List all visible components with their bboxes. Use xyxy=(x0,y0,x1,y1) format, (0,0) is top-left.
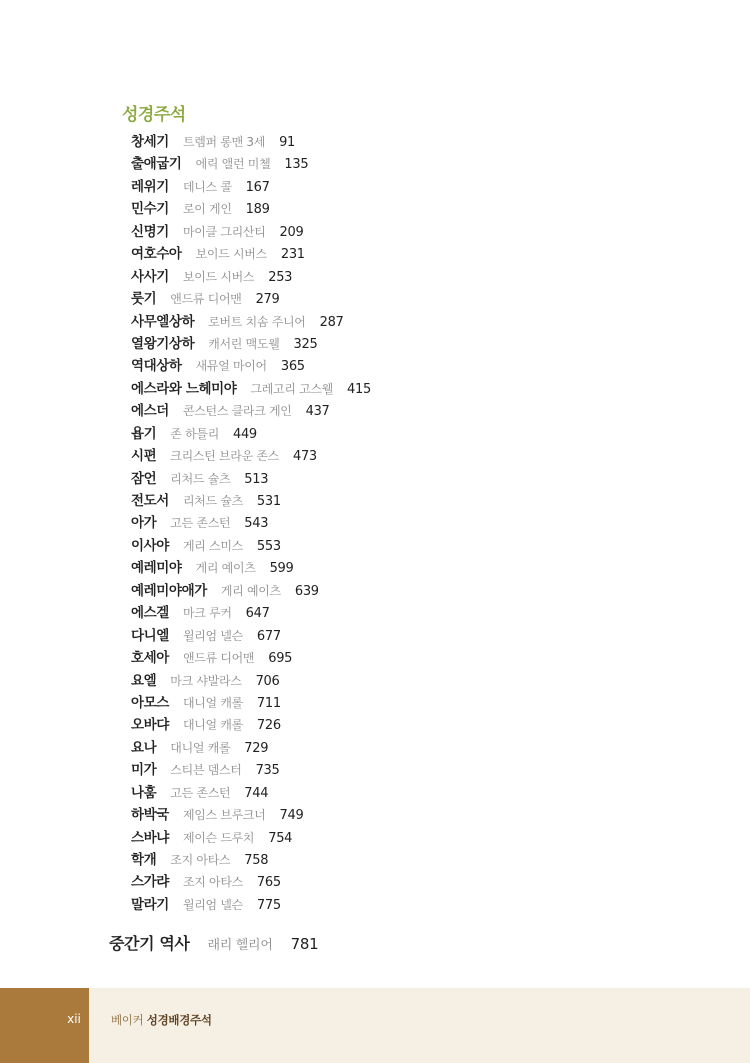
toc-book: 여호수아 xyxy=(131,246,182,263)
toc-author: 로이 게인 xyxy=(182,202,232,217)
toc-author: 마크 루커 xyxy=(182,606,232,621)
toc-entry[interactable] xyxy=(131,556,371,578)
footer-title: 성경배경주석 xyxy=(146,1013,212,1027)
toc-page: 415 xyxy=(347,381,371,397)
toc-entry[interactable] xyxy=(131,399,371,421)
toc-author: 마이클 그리산티 xyxy=(182,224,266,239)
toc-book: 잠언 xyxy=(131,470,157,487)
toc-entry[interactable] xyxy=(131,713,371,735)
toc-author: 트렘퍼 롱맨 3세 xyxy=(182,135,266,149)
toc-page: 765 xyxy=(256,875,281,891)
toc-book: 레위기 xyxy=(131,178,169,195)
toc-list xyxy=(131,130,371,915)
toc-book: 시편 xyxy=(131,448,157,465)
toc-entry[interactable] xyxy=(131,422,371,444)
toc-page: 189 xyxy=(245,202,270,218)
toc-entry[interactable] xyxy=(131,220,371,242)
toc-page: 706 xyxy=(255,673,280,689)
toc-book: 역대상하 xyxy=(131,358,182,375)
toc-entry[interactable] xyxy=(131,444,371,466)
toc-entry[interactable] xyxy=(131,265,371,287)
toc-final-page: 781 xyxy=(290,935,319,953)
section-title: 성경주석 xyxy=(122,105,186,125)
toc-author: 그레고리 고스웰 xyxy=(250,381,333,396)
toc-page: 209 xyxy=(279,224,304,240)
toc-author: 로버트 치솜 주니어 xyxy=(208,314,306,329)
toc-entry[interactable] xyxy=(131,870,371,892)
toc-book: 다니엘 xyxy=(131,627,169,644)
toc-author: 보이드 시버스 xyxy=(195,247,267,262)
toc-entry[interactable] xyxy=(131,803,371,825)
toc-page: 775 xyxy=(256,897,281,913)
toc-author: 제임스 브루크너 xyxy=(182,808,266,823)
toc-page: 449 xyxy=(232,426,257,442)
toc-author: 콘스턴스 클라크 게인 xyxy=(182,404,292,419)
toc-book: 사사기 xyxy=(131,268,169,285)
toc-book: 미가 xyxy=(131,762,157,779)
toc-page: 279 xyxy=(255,292,280,308)
toc-author: 존 하틀리 xyxy=(170,426,219,441)
toc-book: 열왕기상하 xyxy=(131,335,195,352)
toc-entry[interactable] xyxy=(131,669,371,691)
toc-page: 531 xyxy=(256,494,281,509)
toc-book: 이사야 xyxy=(131,537,169,554)
toc-book: 전도서 xyxy=(131,493,169,509)
toc-entry[interactable] xyxy=(131,758,371,780)
toc-entry[interactable] xyxy=(131,601,371,623)
toc-page: 513 xyxy=(244,471,269,487)
toc-entry[interactable] xyxy=(131,848,371,870)
toc-author: 리처드 슐츠 xyxy=(170,471,231,486)
toc-book: 스바냐 xyxy=(131,829,169,846)
footer-brand: 베이커 xyxy=(111,1013,144,1027)
toc-entry[interactable] xyxy=(131,467,371,489)
toc-page: 91 xyxy=(279,135,296,150)
toc-entry[interactable] xyxy=(131,736,371,758)
toc-book: 에스더 xyxy=(131,403,169,420)
toc-book: 나훔 xyxy=(131,784,157,801)
toc-book: 창세기 xyxy=(131,134,169,150)
toc-book: 룻기 xyxy=(131,291,157,308)
toc-page: 695 xyxy=(268,651,293,667)
toc-book: 스가랴 xyxy=(131,874,169,891)
toc-book: 오바댜 xyxy=(131,717,169,734)
toc-book: 신명기 xyxy=(131,223,169,240)
toc-page: 553 xyxy=(256,538,281,554)
toc-author: 대니얼 캐롤 xyxy=(182,695,243,710)
toc-author: 제이슨 드루치 xyxy=(182,830,255,845)
toc-author: 게리 예이츠 xyxy=(220,583,281,598)
toc-page: 758 xyxy=(244,853,269,868)
toc-book: 에스라와 느헤미야 xyxy=(131,380,237,397)
toc-entry[interactable] xyxy=(131,534,371,556)
toc-book: 요엘 xyxy=(131,672,157,689)
toc-book: 호세아 xyxy=(131,650,169,667)
toc-author: 스티븐 뎀스터 xyxy=(170,763,242,778)
toc-author: 조지 아타스 xyxy=(170,853,231,867)
toc-page: 754 xyxy=(268,830,293,846)
footer-page-number: xii xyxy=(67,1012,81,1026)
toc-entry[interactable] xyxy=(131,310,371,332)
toc-book: 에스겔 xyxy=(131,605,169,622)
toc-page: 253 xyxy=(268,269,293,285)
toc-author: 앤드류 디어맨 xyxy=(170,292,242,307)
toc-page: 729 xyxy=(244,740,269,756)
toc-book: 출애굽기 xyxy=(131,156,182,173)
toc-entry[interactable] xyxy=(131,130,371,152)
toc-book: 요나 xyxy=(131,739,157,756)
toc-author: 보이드 시버스 xyxy=(182,269,255,284)
toc-page: 543 xyxy=(244,516,269,532)
toc-entry[interactable] xyxy=(131,152,371,174)
toc-page: 647 xyxy=(245,606,270,622)
toc-book: 하박국 xyxy=(131,807,169,824)
toc-author: 게리 예이츠 xyxy=(195,561,256,576)
toc-entry[interactable] xyxy=(131,175,371,197)
toc-page: 599 xyxy=(269,561,294,577)
toc-entry[interactable] xyxy=(131,624,371,646)
toc-page: 325 xyxy=(293,336,318,352)
toc-page: 726 xyxy=(256,718,281,734)
toc-book: 예레미야애가 xyxy=(131,582,207,599)
toc-page: 231 xyxy=(280,247,305,263)
toc-author: 대니얼 캐롤 xyxy=(170,740,231,755)
toc-page: 473 xyxy=(292,449,317,465)
toc-author: 마크 샤발라스 xyxy=(170,673,242,688)
toc-page: 437 xyxy=(305,404,330,420)
toc-book: 아가 xyxy=(131,515,157,532)
toc-author: 캐서린 맥도웰 xyxy=(208,336,280,351)
toc-book: 예레미야 xyxy=(131,560,182,577)
toc-author: 고든 존스턴 xyxy=(170,516,231,531)
toc-book: 사무엘상하 xyxy=(131,313,195,330)
toc-author: 윌리엄 넬슨 xyxy=(182,897,243,912)
toc-page: 749 xyxy=(279,808,304,824)
toc-page: 287 xyxy=(319,314,344,330)
toc-book: 아모스 xyxy=(131,694,169,711)
toc-final-entry[interactable] xyxy=(109,931,318,954)
toc-book: 학개 xyxy=(131,852,157,868)
toc-entry[interactable] xyxy=(131,511,371,533)
toc-author: 대니얼 캐롤 xyxy=(182,718,243,733)
toc-author: 리처드 슐츠 xyxy=(182,494,243,508)
page-footer xyxy=(0,988,750,1063)
toc-page: 711 xyxy=(256,695,281,711)
toc-author: 앤드류 디어맨 xyxy=(182,651,255,666)
toc-page: 744 xyxy=(244,785,269,801)
toc-final-book: 중간기 역사 xyxy=(109,934,190,953)
footer-running-title xyxy=(111,1012,212,1028)
toc-entry[interactable] xyxy=(131,377,371,399)
toc-author: 게리 스미스 xyxy=(182,538,243,553)
toc-entry[interactable] xyxy=(131,781,371,803)
toc-book: 욥기 xyxy=(131,425,157,442)
toc-entry[interactable] xyxy=(131,197,371,219)
toc-author: 데니스 콜 xyxy=(182,179,232,194)
toc-entry[interactable] xyxy=(131,489,371,511)
toc-entry[interactable] xyxy=(131,354,371,376)
toc-page: 735 xyxy=(255,763,280,779)
toc-book: 민수기 xyxy=(131,201,169,218)
toc-entry[interactable] xyxy=(131,287,371,309)
toc-page: 365 xyxy=(280,359,305,375)
toc-entry[interactable] xyxy=(131,826,371,848)
toc-entry[interactable] xyxy=(131,646,371,668)
toc-author: 조지 아타스 xyxy=(182,875,243,890)
toc-entry[interactable] xyxy=(131,579,371,601)
toc-author: 윌리엄 넬슨 xyxy=(182,628,243,643)
toc-page: 135 xyxy=(284,157,309,173)
toc-author: 크리스틴 브라운 존스 xyxy=(170,449,279,464)
toc-author: 에릭 앨런 미첼 xyxy=(195,157,271,172)
toc-final-author: 래리 헬리어 xyxy=(207,938,273,953)
toc-author: 고든 존스턴 xyxy=(170,785,231,800)
toc-page: 677 xyxy=(256,628,281,644)
toc-page: 639 xyxy=(294,583,319,599)
toc-author: 새뮤얼 마이어 xyxy=(195,359,267,374)
toc-entry[interactable] xyxy=(131,893,371,915)
toc-entry[interactable] xyxy=(131,332,371,354)
toc-book: 말라기 xyxy=(131,896,169,913)
toc-page: 167 xyxy=(245,179,270,195)
toc-entry[interactable] xyxy=(131,691,371,713)
toc-entry[interactable] xyxy=(131,242,371,264)
